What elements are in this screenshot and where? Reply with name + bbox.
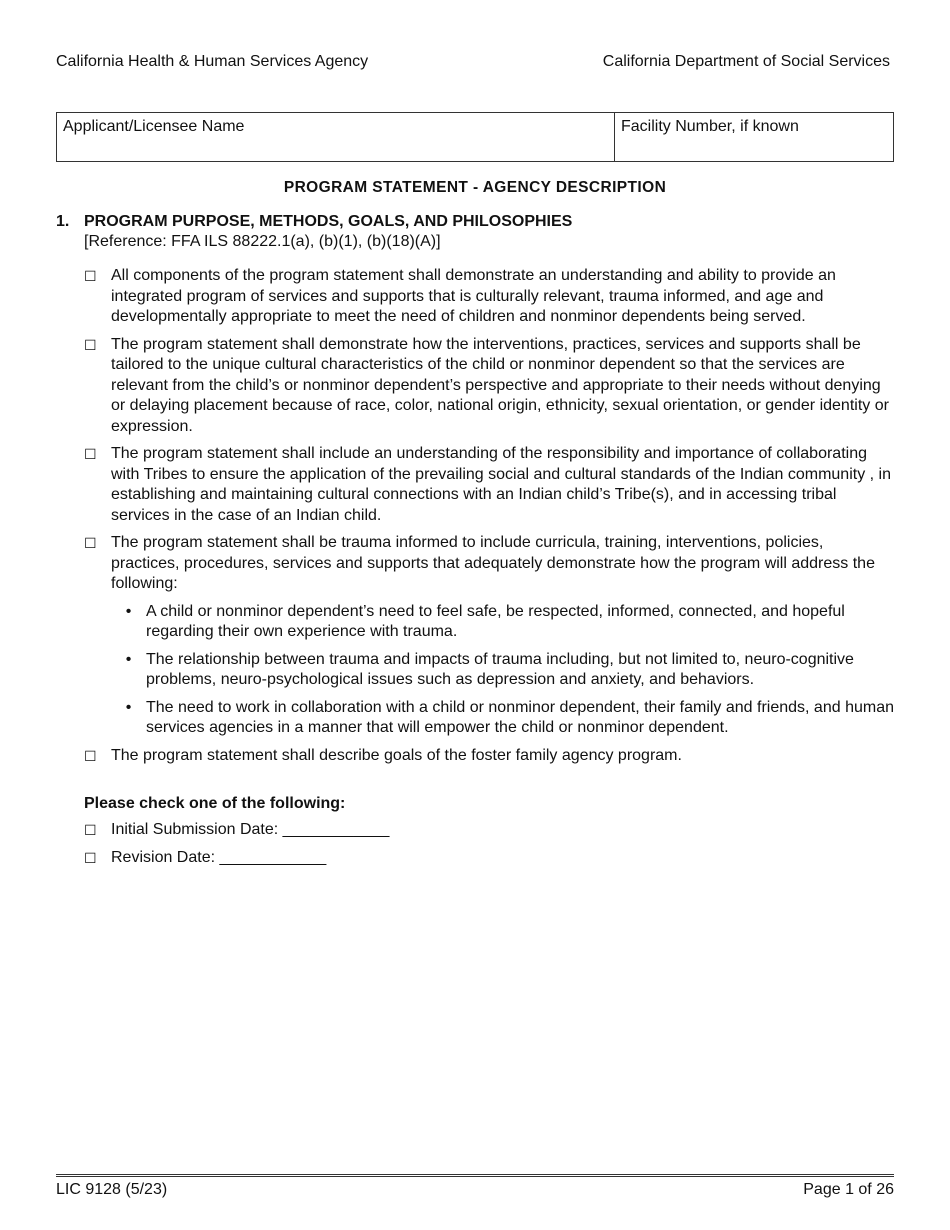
revision-option[interactable] — [84, 848, 894, 868]
section-1 — [56, 212, 894, 876]
revision-label: Revision Date: ____________ — [111, 849, 327, 866]
requirement-item — [84, 444, 894, 526]
checkbox-icon[interactable]: ☐ — [84, 535, 97, 551]
checkbox-icon[interactable]: ☐ — [84, 850, 97, 866]
bullet-text: The need to work in collaboration with a child or nonminor dependent, their family and friends, and human services agencies in a manner that will empower the child or nonminor dependent. — [146, 698, 894, 736]
requirement-item — [84, 335, 894, 438]
checkbox-icon[interactable]: ☐ — [84, 822, 97, 838]
requirement-item — [84, 266, 894, 328]
bullet-text: A child or nonminor dependent’s need to feel safe, be respected, informed, connected, and hopeful regarding their own experience with trauma. — [146, 602, 845, 640]
check-one-label: Please check one of the following: — [84, 795, 346, 812]
checkbox-icon[interactable]: ☐ — [84, 446, 97, 462]
bullet-text: The relationship between trauma and impacts of trauma including, but not limited to, neuro-cognitive problems, neuro-psychological issues such as depression and anxiety, and behaviors. — [146, 650, 854, 688]
section-reference: [Reference: FFA ILS 88222.1(a), (b)(1), (b)(18)(A)] — [84, 233, 441, 250]
bullet-item — [111, 602, 894, 643]
section-heading: PROGRAM PURPOSE, METHODS, GOALS, AND PHILOSOPHIES — [84, 213, 573, 230]
bullet-icon: • — [125, 602, 132, 620]
bullet-icon: • — [125, 650, 132, 668]
department-name: California Department of Social Services — [602, 53, 890, 70]
requirement-text: All components of the program statement shall demonstrate an understanding and ability to provide an integrated program of services and supports that is culturally relevant, trauma informed, and age and developmentally appropriate to meet the need of children and nonminor dependents being served. — [111, 267, 836, 325]
bullet-item — [111, 650, 894, 691]
applicant-name-field[interactable] — [57, 113, 615, 161]
form-id: LIC 9128 (5/23) — [56, 1181, 168, 1198]
bullet-item — [111, 698, 894, 739]
requirement-text: The program statement shall be trauma informed to include curricula, training, interventions, policies, practices, procedures, services and supports that adequately demonstrate how the program will address the following: — [111, 534, 875, 592]
facility-number-field[interactable] — [615, 113, 893, 161]
checkbox-icon[interactable]: ☐ — [84, 747, 97, 764]
checkbox-icon[interactable]: ☐ — [84, 336, 97, 353]
agency-name: California Health & Human Services Agency — [56, 53, 369, 70]
initial-submission-option[interactable] — [84, 820, 894, 840]
document-title: PROGRAM STATEMENT - AGENCY DESCRIPTION — [283, 179, 667, 196]
footer-divider — [56, 1174, 894, 1177]
requirement-item — [84, 746, 894, 767]
bullet-icon: • — [125, 698, 132, 716]
requirement-text: The program statement shall include an understanding of the responsibility and importance of collaborating with Tribes to ensure the application of the prevailing social and cultural standards of the Indian community , in establishing and maintaining cultural connections with an Indian child’s Tribe(s), and in accessing tribal services in the case of an Indian child. — [111, 445, 891, 524]
initial-submission-label: Initial Submission Date: ____________ — [111, 821, 390, 838]
facility-number-label: Facility Number, if known — [621, 118, 799, 135]
page-number: Page 1 of 26 — [803, 1181, 894, 1198]
requirement-text: The program statement shall demonstrate how the interventions, practices, services and supports shall be tailored to the unique cultural characteristics of the child or nonminor dependent so that the services are relevant from the child’s or nonminor dependent’s perspective and appropriate to their needs without denying or delaying placement because of race, color, national origin, ethnicity, sexual orientation, or gender identity or expression. — [111, 335, 889, 435]
checkbox-icon[interactable]: ☐ — [84, 268, 97, 284]
requirement-item — [84, 533, 894, 739]
section-number: 1. — [56, 213, 70, 230]
requirement-text: The program statement shall describe goals of the foster family agency program. — [111, 746, 682, 764]
applicant-info-table — [56, 112, 894, 162]
applicant-name-label: Applicant/Licensee Name — [63, 118, 245, 135]
